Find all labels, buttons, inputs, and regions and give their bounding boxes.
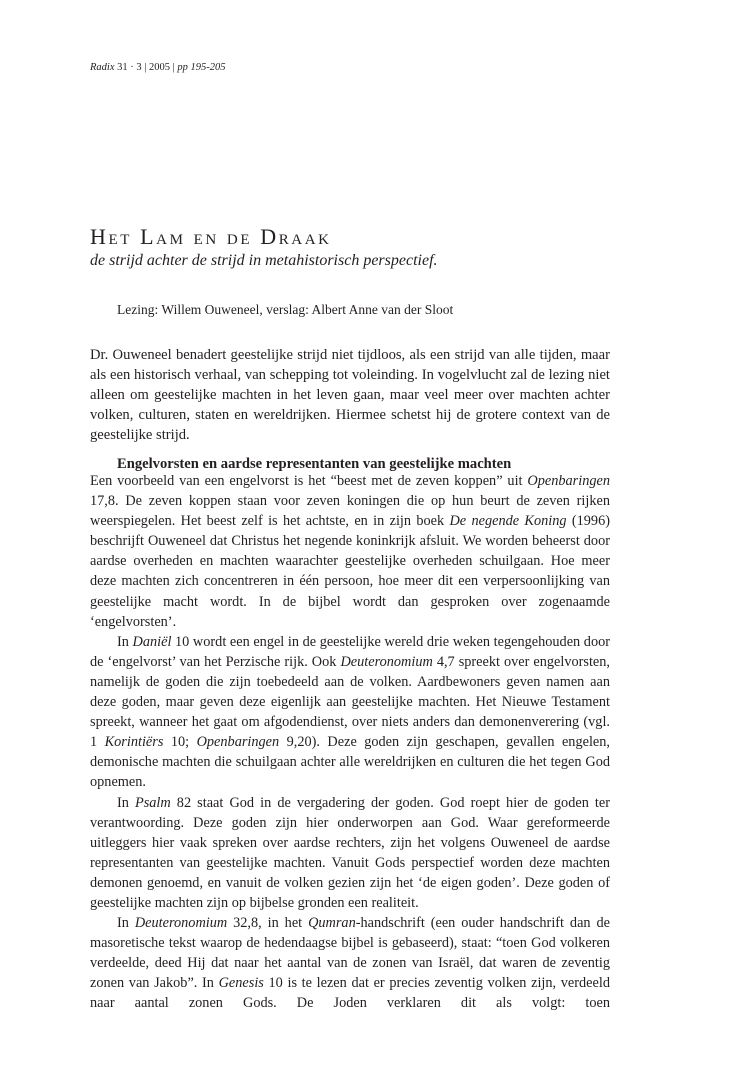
text-run: In [117, 633, 133, 650]
text-run: -handschrift (een ouder handschrift dan de masoretische tekst waarop de hedendaagse bijbel is gebaseerd), staat: “toen God volkeren verdeelde, deed Hij dat naar het aantal van de zonen van Israël, dat waren de zeventig zonen van Jakob”. In [90, 915, 610, 992]
page-range: pp 195-205 [177, 62, 226, 73]
book-reference: Deuteronomium [134, 915, 228, 932]
book-reference: Deuteronomium [340, 653, 433, 670]
text-run: (1996) beschrijft Ouweneel dat Christus het negende koninkrijk afsluit. We worden beheerst door aardse overheden en machten waarachter geestelijke overheden schuilgaan. Hoe meer deze machten zich concentreren in één persoon, hoe meer dit een verpersoonlijking van geestelijke macht wordt. In de bijbel wordt dan gesproken over zogenaamde ‘engelvorsten’. [90, 513, 610, 630]
intro-paragraph: Dr. Ouweneel benadert geestelijke strijd niet tijdloos, als een strijd van alle tijden, maar als een historisch verhaal, van schepping tot voleinding. In vogelvlucht zal de lezing niet alleen om geestelijke machten in het leven gaan, maar veel meer over machten achter volken, culturen, staten en wereldrijken. Hiermee schetst hij de grotere context van de geestelijke strijd. [90, 347, 610, 443]
text-run: 9,20). Deze goden zijn geschapen, gevallen engelen, demonische machten die schuilgaan achter alle wereldrijken en culturen die het tegen God opnemen. [90, 734, 610, 791]
text-run: 82 staat God in de vergadering der goden. God roept hier de goden ter verantwoording. Deze goden zijn hier onderworpen aan God. Waar gereformeerde uitleggers hier vaak spreken over aardse rechters, zijn het volgens Ouweneel de aardse representanten van geestelijke machten. Vanuit Gods perspectief worden deze machten demonen genoemd, en vanuit de volken gezien zijn het ‘de eigen goden’. Deze goden of geestelijke machten zijn op bijbelse gronden een realiteit. [90, 794, 610, 911]
book-reference: Genesis [218, 975, 264, 992]
body-text [90, 471, 610, 1014]
book-reference: Daniël [132, 633, 172, 650]
article-subtitle: de strijd achter de strijd in metahistorisch perspectief. [90, 252, 438, 269]
issue-info: 31 · 3 | 2005 | [114, 62, 178, 73]
text-run: Een voorbeeld van een engelvorst is het “beest met de zeven koppen” uit [90, 473, 528, 489]
text-run: In [117, 915, 135, 932]
text-run: 17,8. De zeven koppen staan voor zeven koningen die op hun beurt de zeven rijken weerspiegelen. Het beest zelf is het achtste, en in zijn boek [90, 493, 610, 530]
book-title: De negende Koning [449, 513, 567, 530]
running-head [90, 62, 225, 73]
book-reference: Korintiërs [104, 734, 164, 751]
body-paragraph [90, 471, 610, 632]
body-paragraph [90, 793, 610, 914]
book-reference: Psalm [134, 794, 171, 811]
text-run: 10 wordt een engel in de geestelijke wereld drie weken tegengehouden door de ‘engelvorst’ van het Perzische rijk. Ook [90, 633, 611, 670]
book-reference: Openbaringen [196, 734, 280, 751]
journal-name: Radix [90, 62, 115, 73]
body-paragraph [90, 913, 610, 1013]
book-reference: Openbaringen [527, 473, 610, 489]
text-run: 10 is te lezen dat er precies zeventig volken zijn, verdeeld naar aantal zonen Gods. De Joden verklaren dit als volgt: toen [90, 975, 610, 1012]
byline: Lezing: Willem Ouweneel, verslag: Albert Anne van der Sloot [117, 302, 454, 317]
article-title: Het Lam en de Draak [90, 224, 332, 249]
text-run: 4,7 spreekt over engelvorsten, namelijk de goden die zijn toebedeeld aan de volken. Aardbewoners geven namen aan deze goden, maar geven deze eigenlijk aan geestelijke machten. Het Nieuwe Testament spreekt, wanneer het gaat om afgodendienst, over niets anders dan demonenverering (vgl. 1 [90, 653, 611, 751]
text-run: 10; [163, 734, 197, 751]
text-run: 32,8, in het [227, 915, 309, 932]
section-heading: Engelvorsten en aardse representanten van geestelijke machten [117, 456, 512, 472]
manuscript-name: Qumran [308, 915, 356, 932]
body-paragraph [90, 632, 610, 793]
text-run: In [117, 794, 135, 811]
